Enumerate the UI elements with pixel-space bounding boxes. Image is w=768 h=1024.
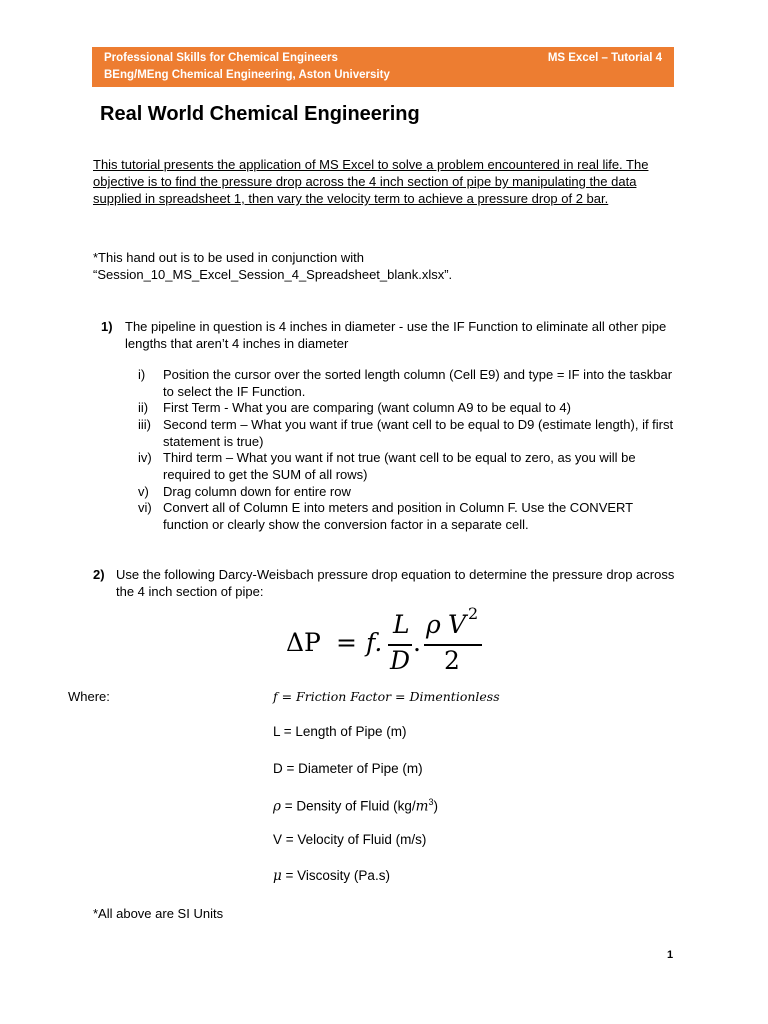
si-units-note: *All above are SI Units [93, 906, 224, 921]
density-exponent: 3 [428, 797, 434, 807]
equation-dot: . [413, 628, 421, 657]
step-number: vi) [138, 500, 152, 515]
equation-density: ρ [426, 610, 441, 639]
course-title: Professional Skills for Chemical Engineers [104, 52, 338, 64]
equation-friction-factor: f. [366, 628, 383, 657]
equation-equals: = [336, 628, 357, 657]
equation-lhs: ΔP [286, 628, 321, 657]
equation-velocity: V [448, 610, 467, 639]
handout-note: *This hand out is to be used in conjunction with “Session_10_MS_Excel_Session_4_Spreadsheet_blank.xlsx”. [93, 250, 453, 282]
step-text: Drag column down for entire row [163, 484, 351, 499]
step-text: Third term – What you want if not true (want cell to be equal to zero, as you will be required to get the SUM of all rows) [163, 450, 636, 482]
viscosity-text: = Viscosity (Pa.s) [281, 868, 390, 883]
page-title: Real World Chemical Engineering [100, 103, 420, 125]
density-close: ) [433, 798, 438, 814]
question-1-text: The pipeline in question is 4 inches in diameter - use the IF Function to eliminate all other pipe lengths that aren’t 4 inches in diameter [125, 319, 667, 351]
page-number: 1 [667, 949, 674, 961]
step-number: iv) [138, 450, 152, 465]
viscosity-symbol: μ [273, 868, 282, 884]
step-number: v) [138, 484, 149, 499]
density-unit: m [415, 798, 429, 815]
document-header-banner [92, 47, 674, 87]
friction-factor-definition: f = Friction Factor = Dimentionless [273, 689, 500, 704]
step-text: Convert all of Column E into meters and position in Column F. Use the CONVERT function or clearly show the conversion factor in a separate cell. [163, 500, 633, 532]
equation-length: L [393, 610, 410, 639]
step-number: ii) [138, 400, 149, 415]
equation-diameter: D [390, 646, 411, 675]
velocity-definition: V = Velocity of Fluid (m/s) [273, 832, 427, 847]
intro-paragraph: This tutorial presents the application of MS Excel to solve a problem encountered in real life. The objective is to find the pressure drop across the 4 inch section of pipe by manipulating the data supplied in spreadsheet 1, then vary the velocity term to achieve a pressure drop of 2 bar. [93, 157, 649, 206]
step-text: First Term - What you are comparing (want column A9 to be equal to 4) [163, 400, 571, 415]
equation-denominator: 2 [444, 646, 460, 675]
length-definition: L = Length of Pipe (m) [273, 724, 407, 739]
question-1 [101, 318, 679, 354]
where-label: Where: [68, 689, 110, 704]
tutorial-label: MS Excel – Tutorial 4 [547, 52, 662, 64]
question-1-number: 1) [101, 319, 113, 334]
question-2-text: Use the following Darcy-Weisbach pressure drop equation to determine the pressure drop across the 4 inch section of pipe: [116, 567, 675, 599]
step-number: iii) [138, 417, 151, 432]
step-text: Second term – What you want if true (want cell to be equal to D9 (estimate length), if first statement is true) [163, 417, 674, 449]
density-symbol: ρ [273, 798, 281, 815]
viscosity-definition [273, 868, 390, 884]
step-text: Position the cursor over the sorted length column (Cell E9) and type = IF into the taskbar to select the IF Function. [163, 367, 673, 399]
darcy-weisbach-equation [286, 604, 496, 680]
question-2 [93, 566, 679, 602]
density-text: = Density of Fluid (kg/ [280, 798, 416, 814]
equation-exponent: 2 [468, 604, 479, 623]
question-2-number: 2) [93, 567, 105, 582]
density-definition [273, 797, 438, 815]
programme-title: BEng/MEng Chemical Engineering, Aston University [104, 69, 390, 81]
step-number: i) [138, 367, 146, 382]
diameter-definition: D = Diameter of Pipe (m) [273, 761, 423, 776]
